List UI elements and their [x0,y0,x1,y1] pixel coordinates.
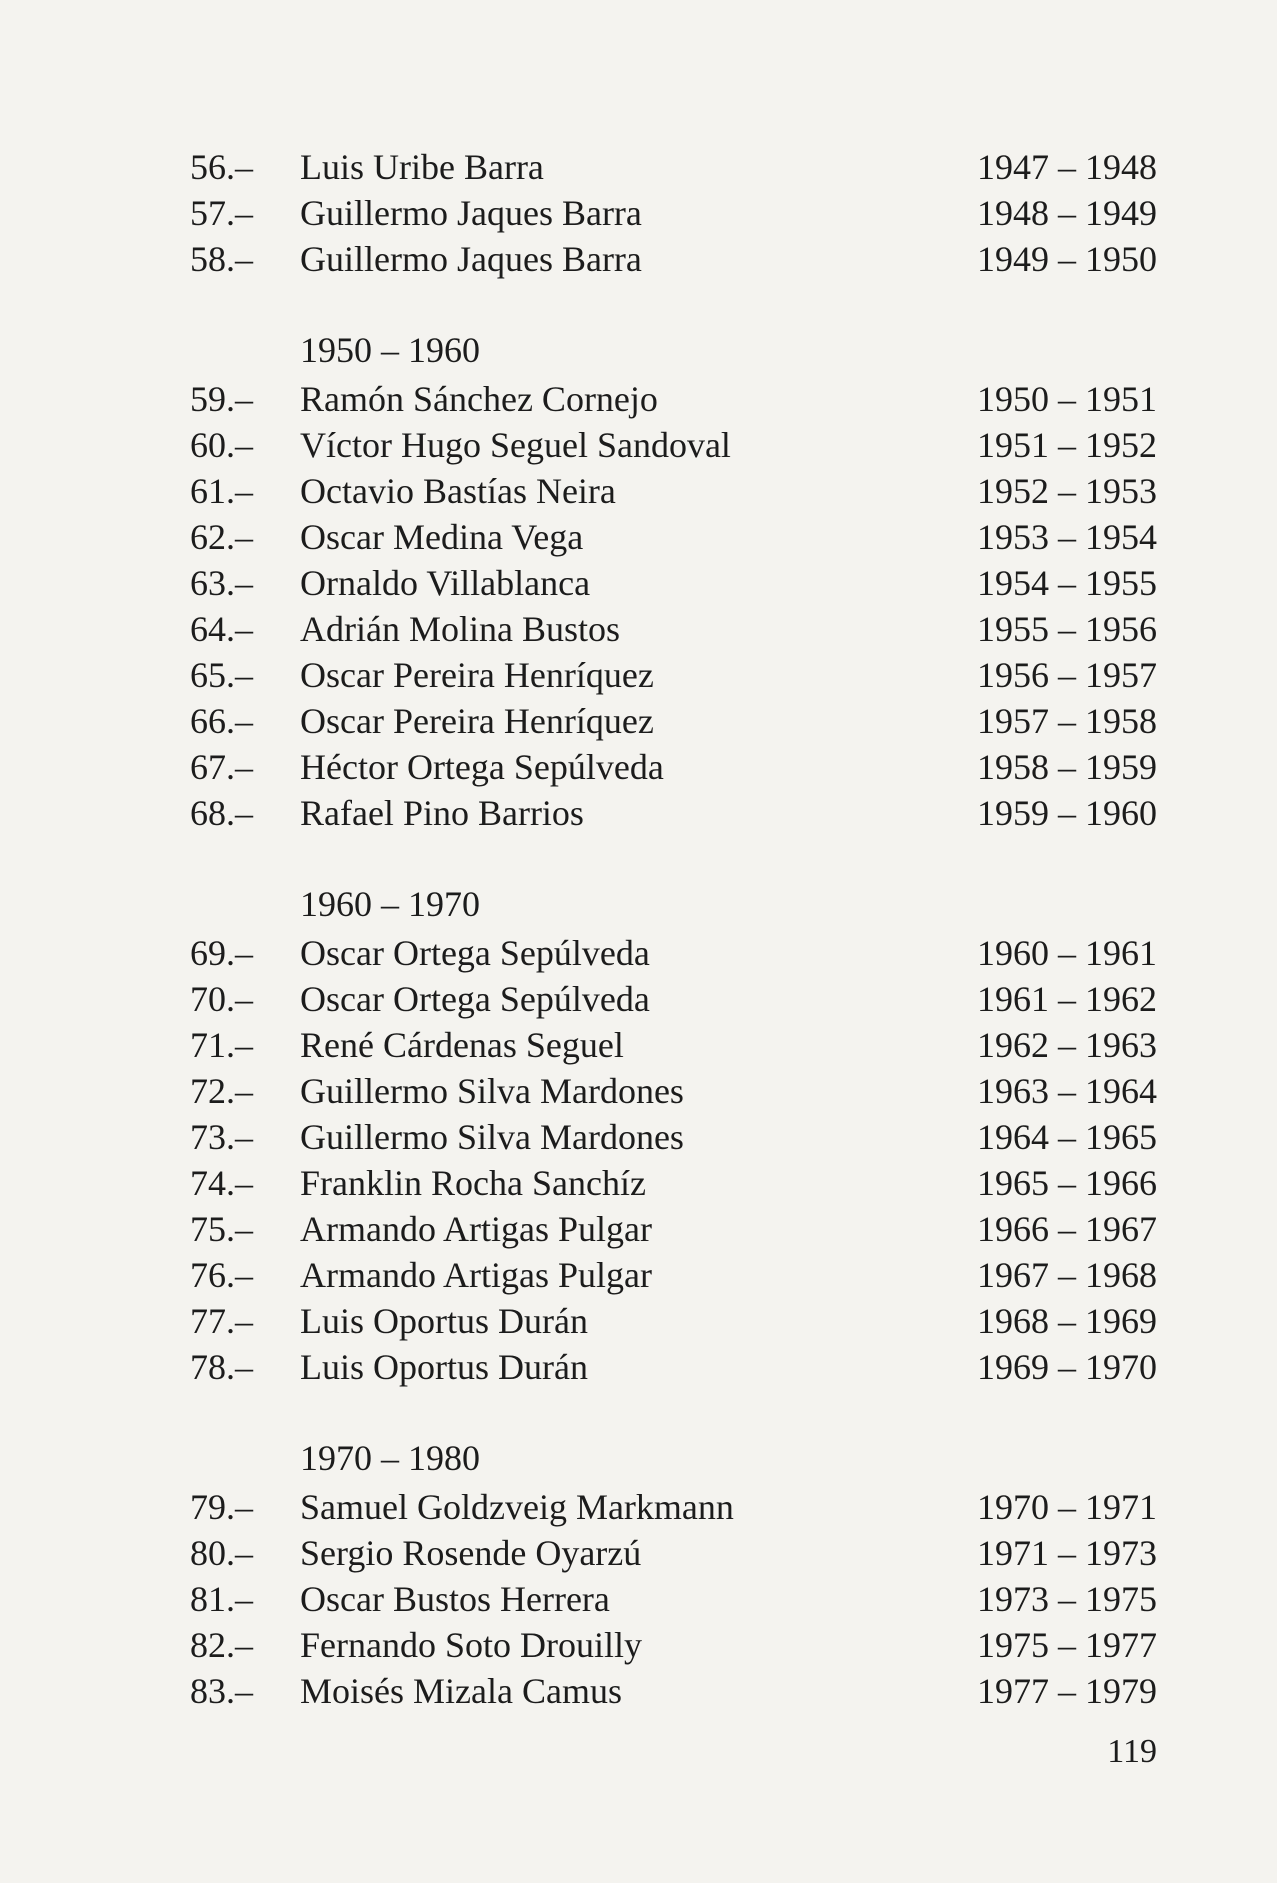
entry-years: 1967 – 1968 [977,1255,1157,1295]
entry-years: 1968 – 1969 [977,1301,1157,1341]
list-entry [0,1253,1277,1297]
entry-number: 68.– [190,793,253,833]
entry-name: Armando Artigas Pulgar [300,1209,652,1249]
entry-years: 1961 – 1962 [977,979,1157,1019]
entry-name: Oscar Ortega Sepúlveda [300,979,650,1019]
entry-name: Luis Uribe Barra [300,147,544,187]
entry-years: 1960 – 1961 [977,933,1157,973]
entry-years: 1949 – 1950 [977,239,1157,279]
entry-number: 73.– [190,1117,253,1157]
list-entry [0,191,1277,235]
entry-number: 59.– [190,379,253,419]
entry-name: Ornaldo Villablanca [300,563,591,603]
entry-name: Sergio Rosende Oyarzú [300,1533,642,1573]
entry-number: 72.– [190,1071,253,1111]
list-entry [0,237,1277,281]
list-entry [0,561,1277,605]
entry-name: Fernando Soto Drouilly [300,1625,642,1665]
list-entry [0,145,1277,189]
entry-years: 1963 – 1964 [977,1071,1157,1111]
entry-years: 1953 – 1954 [977,517,1157,557]
entry-years: 1965 – 1966 [977,1163,1157,1203]
entry-years: 1975 – 1977 [977,1625,1157,1665]
entry-name: Oscar Pereira Henríquez [300,701,654,741]
entry-years: 1958 – 1959 [977,747,1157,787]
entry-number: 61.– [190,471,253,511]
entry-years: 1948 – 1949 [977,193,1157,233]
entry-number: 70.– [190,979,253,1019]
entry-number: 67.– [190,747,253,787]
entry-number: 63.– [190,563,253,603]
entry-number: 69.– [190,933,253,973]
list-entry [0,1577,1277,1621]
decade-heading: 1970 – 1980 [300,1438,480,1478]
entry-number: 83.– [190,1671,253,1711]
entry-years: 1962 – 1963 [977,1025,1157,1065]
entry-number: 77.– [190,1301,253,1341]
entry-name: Samuel Goldzveig Markmann [300,1487,734,1527]
entry-number: 76.– [190,1255,253,1295]
list-entry [0,423,1277,467]
list-entry [0,1345,1277,1389]
entry-name: Oscar Medina Vega [300,517,584,557]
list-entry [0,1069,1277,1113]
entry-number: 65.– [190,655,253,695]
list-entry [0,977,1277,1021]
entry-years: 1954 – 1955 [977,563,1157,603]
entry-name: Ramón Sánchez Cornejo [300,379,658,419]
entry-years: 1977 – 1979 [977,1671,1157,1711]
decade-heading: 1950 – 1960 [300,330,480,370]
entry-name: Guillermo Silva Mardones [300,1071,684,1111]
entry-name: Luis Oportus Durán [300,1301,588,1341]
list-entry [0,1299,1277,1343]
list-entry [0,1623,1277,1667]
entry-name: Oscar Bustos Herrera [300,1579,610,1619]
entry-years: 1973 – 1975 [977,1579,1157,1619]
entry-number: 66.– [190,701,253,741]
entry-number: 82.– [190,1625,253,1665]
entry-name: Oscar Ortega Sepúlveda [300,933,650,973]
entry-years: 1964 – 1965 [977,1117,1157,1157]
entry-years: 1957 – 1958 [977,701,1157,741]
entry-name: Adrián Molina Bustos [300,609,620,649]
entry-years: 1969 – 1970 [977,1347,1157,1387]
entry-name: Rafael Pino Barrios [300,793,584,833]
list-entry [0,1115,1277,1159]
entry-name: Franklin Rocha Sanchíz [300,1163,646,1203]
entry-number: 78.– [190,1347,253,1387]
entry-years: 1959 – 1960 [977,793,1157,833]
entry-number: 60.– [190,425,253,465]
entry-number: 62.– [190,517,253,557]
entry-number: 74.– [190,1163,253,1203]
entry-number: 71.– [190,1025,253,1065]
entry-years: 1950 – 1951 [977,379,1157,419]
list-entry [0,1161,1277,1205]
entry-name: Luis Oportus Durán [300,1347,588,1387]
entry-years: 1970 – 1971 [977,1487,1157,1527]
entry-years: 1952 – 1953 [977,471,1157,511]
entry-name: Guillermo Jaques Barra [300,193,642,233]
list-entry [0,1207,1277,1251]
list-entry [0,377,1277,421]
entry-years: 1955 – 1956 [977,609,1157,649]
list-entry [0,1669,1277,1713]
entry-years: 1951 – 1952 [977,425,1157,465]
entry-number: 81.– [190,1579,253,1619]
entry-number: 56.– [190,147,253,187]
entry-number: 64.– [190,609,253,649]
list-entry [0,745,1277,789]
list-entry [0,791,1277,835]
entry-name: Víctor Hugo Seguel Sandoval [300,425,731,465]
list-entry [0,931,1277,975]
list-entry [0,607,1277,651]
list-entry [0,1485,1277,1529]
entry-name: Moisés Mizala Camus [300,1671,622,1711]
list-entry [0,515,1277,559]
list-entry [0,699,1277,743]
entry-number: 79.– [190,1487,253,1527]
list-entry [0,1531,1277,1575]
list-entry [0,653,1277,697]
entry-name: Guillermo Jaques Barra [300,239,642,279]
entry-number: 75.– [190,1209,253,1249]
entry-number: 80.– [190,1533,253,1573]
entry-name: Oscar Pereira Henríquez [300,655,654,695]
entry-years: 1971 – 1973 [977,1533,1157,1573]
entry-years: 1966 – 1967 [977,1209,1157,1249]
entry-years: 1947 – 1948 [977,147,1157,187]
entry-name: Héctor Ortega Sepúlveda [300,747,664,787]
entry-number: 57.– [190,193,253,233]
decade-heading: 1960 – 1970 [300,884,480,924]
entry-name: René Cárdenas Seguel [300,1025,624,1065]
entry-name: Armando Artigas Pulgar [300,1255,652,1295]
list-entry [0,469,1277,513]
page-number: 119 [1107,1733,1157,1770]
entry-years: 1956 – 1957 [977,655,1157,695]
list-entry [0,1023,1277,1067]
entry-name: Octavio Bastías Neira [300,471,616,511]
entry-number: 58.– [190,239,253,279]
entry-name: Guillermo Silva Mardones [300,1117,684,1157]
